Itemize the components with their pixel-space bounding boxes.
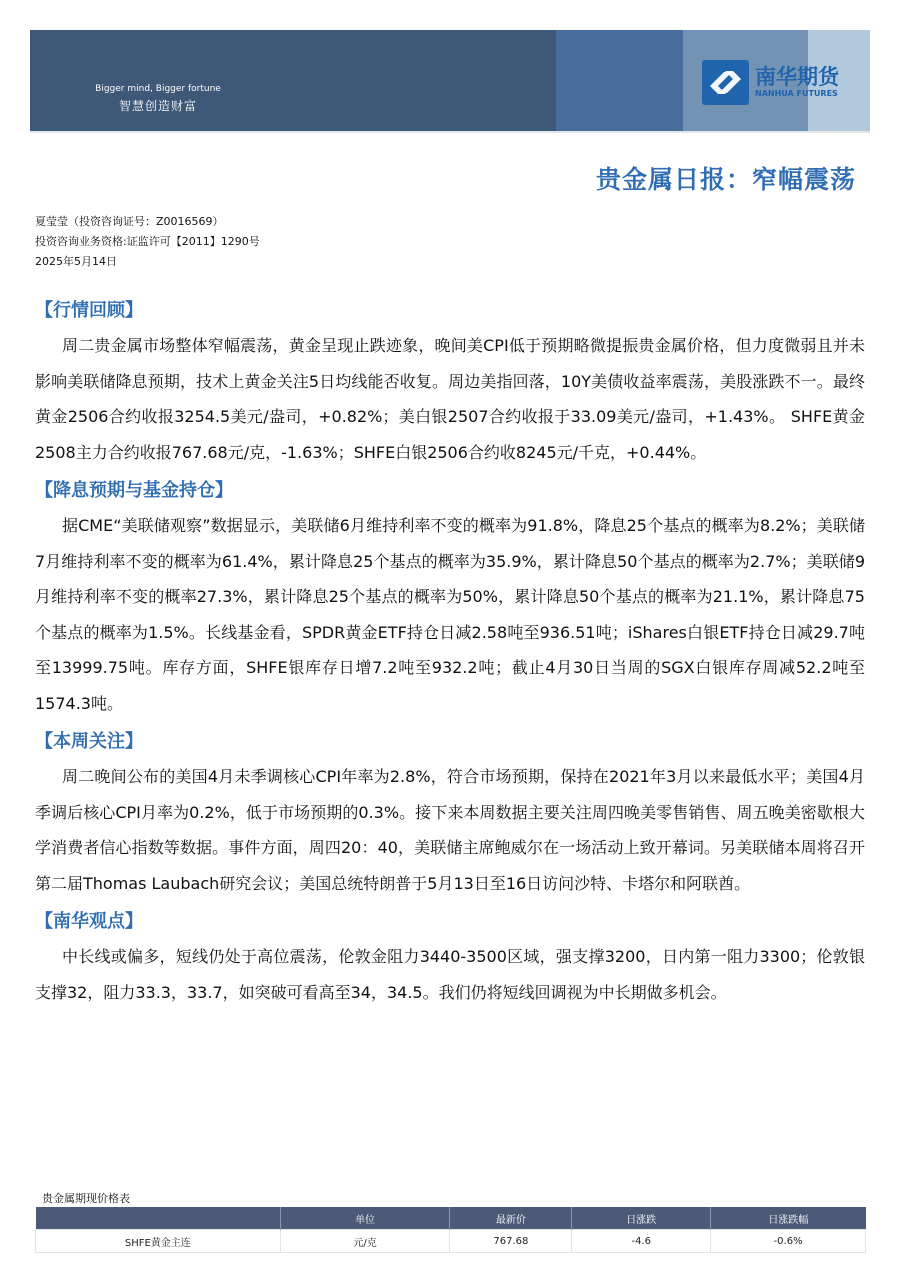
table-header-row <box>36 1207 866 1230</box>
nanhua-logo-icon <box>702 60 749 105</box>
section-market-review <box>35 294 865 470</box>
report-meta <box>35 212 260 272</box>
banner-band-mid <box>556 30 683 131</box>
section-paragraph: 中长线或偏多，短线仍处于高位震荡，伦敦金阻力3440-3500区域，强支撑3200，日内第一阻力3300；伦敦银支撑32，阻力33.3，33.7，如突破可看高至34，34.5。我们仍将短线回调视为中长期做多机会。 <box>35 947 865 1002</box>
column-header-latest-price: 最新价 <box>450 1207 572 1230</box>
banner-divider <box>30 131 870 133</box>
slogan-cn: 智慧创造财富 <box>118 99 197 113</box>
table-caption: 贵金属期现价格表 <box>42 1192 130 1205</box>
logo-wordmark <box>755 65 839 99</box>
slogan-en: Bigger mind, Bigger fortune <box>95 84 221 94</box>
report-date: 2025年5月14日 <box>35 255 117 268</box>
section-paragraph: 据CME“美联储观察”数据显示，美联储6月维持利率不变的概率为91.8%，降息25个基点的概率为8.2%；美联储7月维持利率不变的概率为61.4%，累计降息25个基点的概率为35.9%，累计降息50个基点的概率为2.7%；美联储9月维持利率不变的概率27.3%，累计降息25个基点的概率为50%，累计降息50个基点的概率为21.1%，累计降息75个基点的概率为1.5%。长线基金看，SPDR黄金ETF持仓日减2.58吨至936.51吨；iShares白银ETF持仓日减29.7吨至13999.75吨。库存方面，SHFE银库存日增7.2吨至932.2吨；截止4月30日当周的SGX白银库存周减52.2吨至1574.3吨。 <box>35 516 865 713</box>
column-header-daily-change: 日涨跌 <box>572 1207 711 1230</box>
column-header-name <box>36 1207 281 1230</box>
section-title: 【本周关注】 <box>35 731 143 752</box>
section-paragraph: 周二贵金属市场整体窄幅震荡，黄金呈现止跌迹象，晚间美CPI低于预期略微提振贵金属价格，但力度微弱且并未影响美联储降息预期，技术上黄金关注5日均线能否收复。周边美指回落，10Y美债收益率震荡，美股涨跌不一。最终黄金2506合约收报3254.5美元/盎司，+0.82%；美白银2507合约收报于33.09美元/盎司，+1.43%。 SHFE黄金2508主力合约收报767.68元/克，-1.63%；SHFE白银2506合约收8245元/千克，+0.44%。 <box>35 336 865 462</box>
logo-text-cn: 南华期货 <box>755 65 839 89</box>
report-body <box>35 294 865 1014</box>
section-paragraph: 周二晚间公布的美国4月未季调核心CPI年率为2.8%，符合市场预期，保持在2021年3月以来最低水平；美国4月季调后核心CPI月率为0.2%，低于市场预期的0.3%。接下来本周数据主要关注周四晚美零售销售、周五晚美密歇根大学消费者信心指数等数据。事件方面，周四20：40，美联储主席鲍威尔在一场活动上致开幕词。另美联储本周将召开第二届Thomas Laubach研究会议；美国总统特朗普于5月13日至16日访问沙特、卡塔尔和阿联酋。 <box>35 767 865 893</box>
column-header-unit: 单位 <box>280 1207 450 1230</box>
table-row <box>36 1230 866 1253</box>
section-title: 【南华观点】 <box>35 911 143 932</box>
section-title: 【行情回顾】 <box>35 300 143 321</box>
section-title: 【降息预期与基金持仓】 <box>35 480 233 501</box>
banner-band-dark <box>30 30 556 131</box>
column-header-daily-change-pct: 日涨跌幅 <box>711 1207 866 1230</box>
logo-text-en: NANHUA FUTURES <box>755 89 838 98</box>
header-banner <box>30 30 870 131</box>
section-rate-expectations <box>35 474 865 721</box>
cell-daily-change-pct: -0.6% <box>711 1230 866 1253</box>
cell-unit: 元/克 <box>280 1230 450 1253</box>
author-line: 夏莹莹（投资咨询证号：Z0016569） <box>35 215 224 228</box>
license-line: 投资咨询业务资格:证监许可【2011】1290号 <box>35 235 260 248</box>
price-table <box>35 1207 866 1253</box>
report-title: 贵金属日报：窄幅震荡 <box>595 165 856 194</box>
company-logo <box>702 57 839 107</box>
section-week-focus <box>35 725 865 901</box>
cell-daily-change: -4.6 <box>572 1230 711 1253</box>
cell-contract: SHFE黄金主连 <box>36 1230 281 1253</box>
section-nanhua-view <box>35 905 865 1010</box>
slogan <box>88 84 228 114</box>
cell-latest-price: 767.68 <box>450 1230 572 1253</box>
